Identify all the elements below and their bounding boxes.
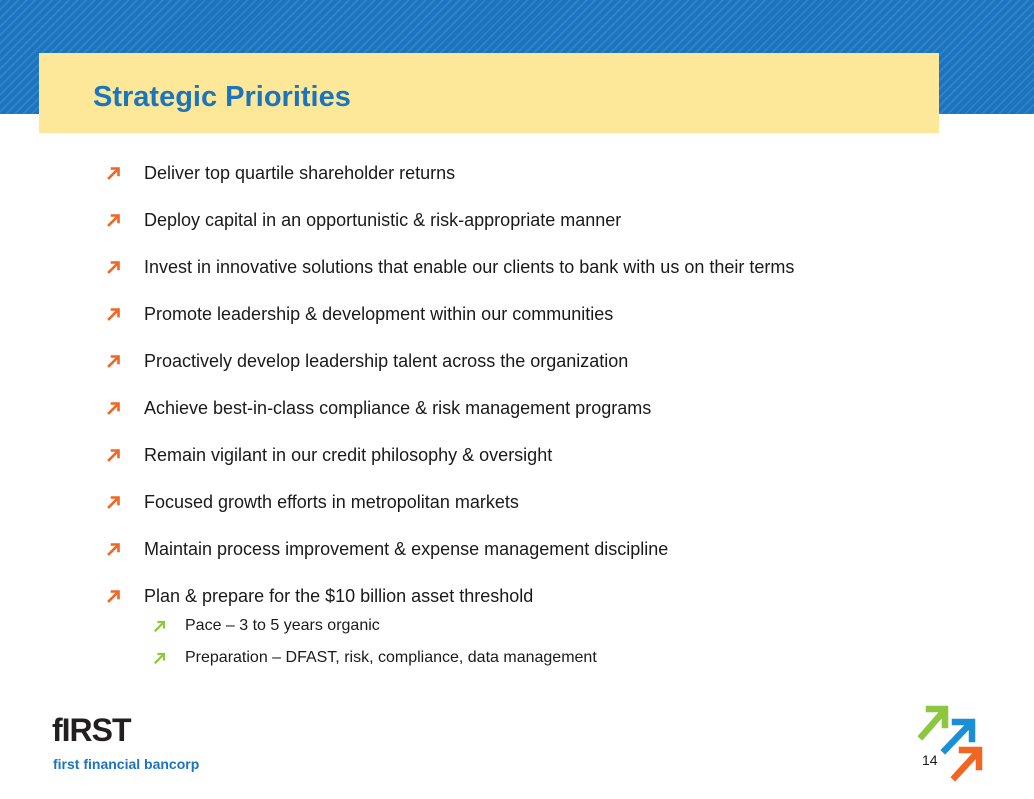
- list-item: [107, 302, 613, 326]
- list-item-text: Promote leadership & development within our communities: [144, 303, 614, 324]
- list-item-text: Deploy capital in an opportunistic & risk-appropriate manner: [144, 209, 622, 230]
- list-item-text: Focused growth efforts in metropolitan markets: [144, 491, 519, 512]
- list-item-text: Achieve best-in-class compliance & risk management programs: [144, 397, 652, 418]
- orange-arrow-icon: [107, 260, 121, 274]
- sub-list-item-text: Pace – 3 to 5 years organic: [185, 617, 380, 634]
- sub-list-item: [154, 648, 597, 668]
- orange-arrow-icon: [107, 589, 121, 603]
- list-item: [107, 396, 651, 420]
- sub-list-item: [154, 616, 380, 636]
- sub-list-item-text: Preparation – DFAST, risk, compliance, data management: [185, 649, 597, 666]
- list-item-text: Proactively develop leadership talent across the organization: [144, 350, 629, 371]
- three-arrows-icon: [917, 698, 987, 784]
- orange-arrow-icon: [107, 448, 121, 462]
- orange-arrow-icon: [107, 401, 121, 415]
- list-item: [107, 443, 552, 467]
- list-item: [107, 349, 628, 373]
- slide-title: Strategic Priorities: [93, 81, 351, 113]
- green-arrow-icon: [154, 620, 166, 632]
- list-item-text: Deliver top quartile shareholder returns: [144, 162, 456, 183]
- green-arrow-icon: [154, 652, 166, 664]
- list-item-text: Maintain process improvement & expense management discipline: [144, 538, 669, 559]
- orange-arrow-icon: [107, 354, 121, 368]
- orange-arrow-icon: [107, 542, 121, 556]
- list-item: [107, 584, 533, 608]
- orange-arrow-icon: [107, 213, 121, 227]
- list-item: [107, 537, 668, 561]
- list-item: [107, 255, 794, 279]
- list-item: [107, 208, 621, 232]
- orange-arrow-icon: [107, 307, 121, 321]
- list-item: [107, 490, 519, 514]
- list-item: [107, 161, 455, 185]
- list-item-text: Invest in innovative solutions that enable our clients to bank with us on their terms: [144, 256, 795, 277]
- title-box: [39, 53, 939, 133]
- orange-arrow-icon: [107, 166, 121, 180]
- logo-tagline: first financial bancorp: [53, 756, 200, 772]
- logo-wordmark: fIRST: [52, 712, 131, 748]
- company-logo: [52, 712, 202, 774]
- list-item-text: Plan & prepare for the $10 billion asset threshold: [144, 585, 534, 606]
- list-item-text: Remain vigilant in our credit philosophy & oversight: [144, 444, 553, 465]
- orange-arrow-icon: [107, 495, 121, 509]
- page-number: 14: [922, 752, 938, 768]
